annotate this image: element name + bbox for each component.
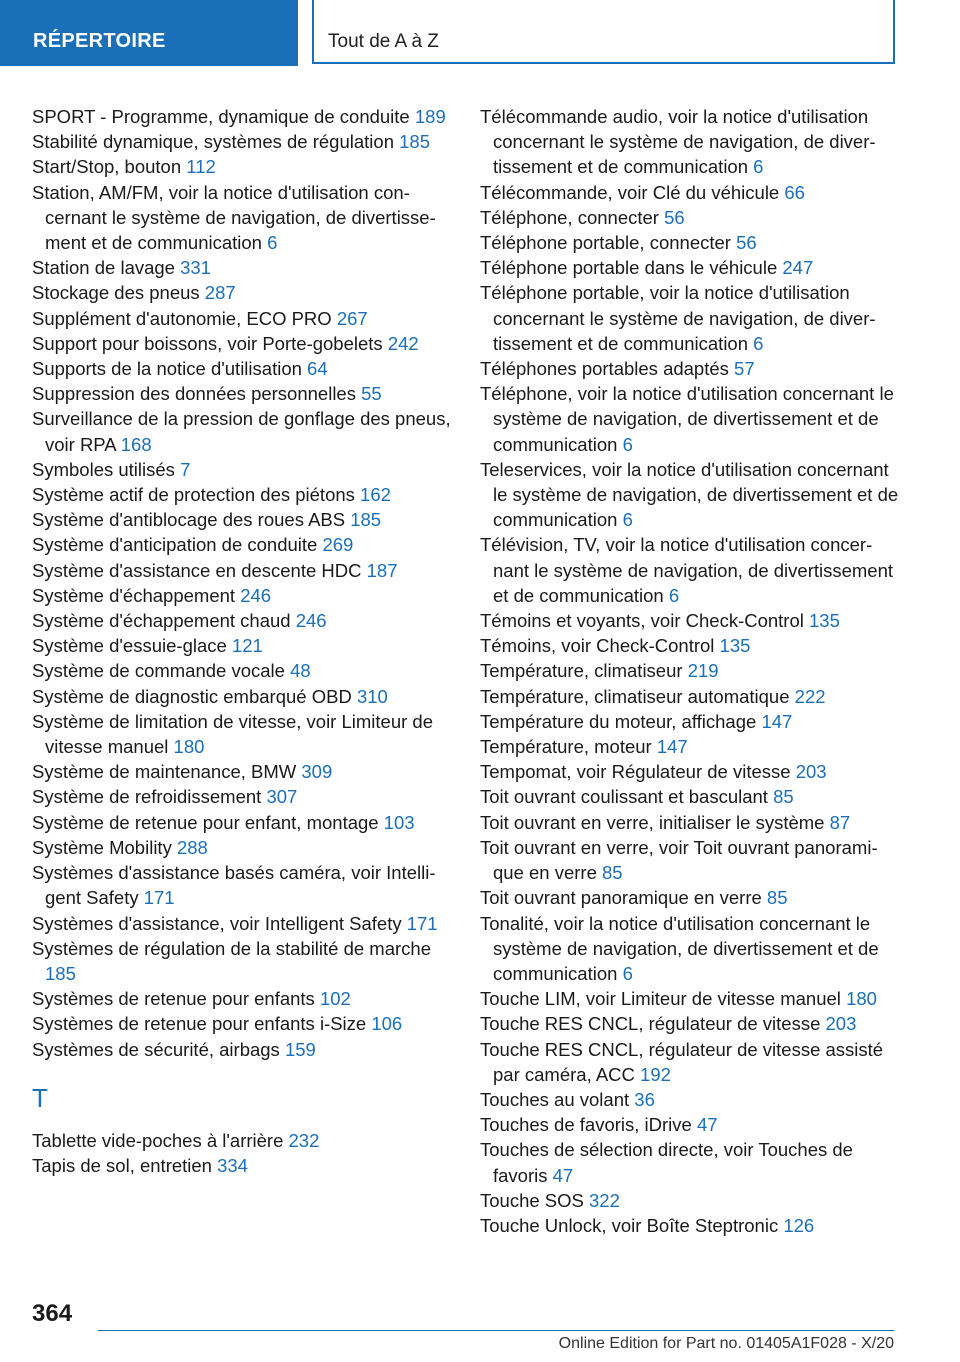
page-reference-link[interactable]: 322 [589,1189,620,1211]
index-entry [480,280,900,356]
index-entry [480,633,900,658]
index-term: Tempomat, voir Régulateur de vitesse [480,761,791,783]
index-entry [480,986,900,1011]
page-reference-link[interactable]: 187 [366,559,398,581]
index-term: Système actif de protection des piétons [32,484,355,506]
page-reference-link[interactable]: 192 [640,1063,671,1085]
index-term: Téléphone portable, voir la notice d'utilisation concernant le système de navigation, de divertissement et de communication [480,282,876,354]
page-reference-link[interactable]: 247 [782,257,814,279]
index-term: Systèmes de retenue pour enfants i-Size [32,1013,367,1035]
index-term: Toit ouvrant panoramique en verre [480,887,762,909]
index-entry [480,1011,900,1036]
index-entry [32,255,456,280]
page-reference-link[interactable]: 56 [736,232,757,254]
page-reference-link[interactable]: 147 [761,710,793,732]
index-entry [32,104,456,129]
page-reference-link[interactable]: 307 [266,786,298,808]
index-entry [32,1037,456,1062]
index-entry [32,658,456,683]
index-entry [32,280,456,305]
index-entry [480,104,900,180]
index-term: Symboles utilisés [32,458,175,480]
index-entry [32,1011,456,1036]
page-reference-link[interactable]: 6 [668,584,680,606]
page-reference-link[interactable]: 66 [784,181,805,203]
edition-note: Online Edition for Part no. 01405A1F028 - X/20 [558,1335,894,1352]
index-term: Téléphone, voir la notice d'utilisation concernant le système de navigation, de divertissement et de communication [480,383,894,455]
index-term: Système de retenue pour enfant, montage [32,811,379,833]
page-reference-link[interactable]: 126 [783,1214,815,1236]
page-reference-link[interactable]: 7 [180,458,191,480]
index-entry [480,835,900,885]
page-reference-link[interactable]: 6 [622,962,633,984]
index-term: Touches au volant [480,1088,630,1110]
section-title: RÉPERTOIRE [0,0,298,66]
page-reference-link[interactable]: 288 [176,836,208,858]
index-term: Système de maintenance, BMW [32,761,297,783]
page-number: 364 [32,1300,73,1327]
index-entry [480,759,900,784]
page-reference-link[interactable]: 36 [634,1088,655,1110]
index-entry [480,658,900,683]
index-entry [32,457,456,482]
page-reference-link[interactable]: 47 [552,1164,574,1186]
index-term: Télévision, TV, voir la notice d'utilisation concernant le système de navigation, de divertissement et de communication [480,534,894,606]
index-entry [480,1213,900,1238]
index-term: Téléphones portables adaptés [480,358,729,380]
index-entries-s [32,104,456,1062]
page-reference-link[interactable]: 6 [622,509,633,531]
page-reference-link[interactable]: 242 [387,332,419,354]
index-term: Supports de la notice d'utilisation [32,358,302,380]
page-reference-link[interactable]: 64 [307,358,328,380]
index-entry [480,1037,900,1087]
index-term: Système de limitation de vitesse, voir Limiteur de vitesse manuel [32,710,434,758]
index-term: SPORT - Programme, dynamique de conduite [32,106,410,127]
index-entry [32,911,456,936]
page-reference-link[interactable]: 48 [290,660,311,682]
index-entry [32,306,456,331]
index-entry [32,759,456,784]
index-entry [32,684,456,709]
letter-heading: T [32,1082,48,1113]
page-reference-link[interactable]: 85 [766,887,788,909]
index-term: Système de refroidissement [32,786,262,808]
index-entry [480,1112,900,1137]
page-reference-link[interactable]: 203 [825,1013,857,1035]
page-reference-link[interactable]: 185 [399,131,430,153]
index-entry [32,507,456,532]
page-reference-link[interactable]: 57 [734,358,755,380]
index-entry [32,986,456,1011]
index-entry [32,406,456,456]
page-reference-link[interactable]: 47 [696,1114,718,1136]
index-entry [480,381,900,457]
index-entry [480,1137,900,1187]
page-reference-link[interactable]: 246 [240,584,272,606]
index-term: Teleservices, voir la notice d'utilisation concernant le système de navigation, de divertissement et de communication [480,458,899,531]
index-term: Télécommande audio, voir la notice d'utilisation concernant le système de navigation, de divertissement et de communication [480,106,876,178]
page-reference-link[interactable]: 180 [173,736,205,758]
page-reference-link[interactable]: 87 [829,811,851,833]
index-term: Température du moteur, affichage [480,710,757,732]
index-entry [32,381,456,406]
page-reference-link[interactable]: 331 [180,257,211,279]
index-entry [32,1128,456,1153]
page-reference-link[interactable]: 135 [809,610,840,632]
index-term: Systèmes de régulation de la stabilité de marche [32,937,431,959]
index-term: Touches de sélection directe, voir Touches de favoris [480,1139,853,1186]
index-term: Touche LIM, voir Limiteur de vitesse manuel [480,988,841,1010]
index-term: Surveillance de la pression de gonflage des pneus, voir RPA [32,408,451,455]
index-entry [480,734,900,759]
index-term: Système d'assistance en descente HDC [32,559,362,581]
index-entry [32,608,456,633]
page-reference-link[interactable]: 56 [664,206,685,228]
index-term: Système d'essuie-glace [32,635,227,657]
page-reference-link[interactable]: 85 [602,862,623,884]
index-term: Télécommande, voir Clé du véhicule [480,181,780,203]
index-entry [480,911,900,987]
index-term: Toit ouvrant en verre, voir Toit ouvrant panoramique en verre [480,836,878,884]
index-term: Stockage des pneus [32,282,200,304]
index-entry [32,331,456,356]
page-reference-link[interactable]: 103 [383,811,415,833]
index-entries-t [32,1128,456,1178]
page-reference-link[interactable]: 6 [753,332,764,354]
index-entry [480,255,900,280]
page-reference-link[interactable]: 6 [622,433,633,455]
index-entry [32,1153,456,1178]
index-term: Systèmes d'assistance basés caméra, voir Intelligent Safety [32,862,436,909]
index-entry [480,356,900,381]
index-entry [32,154,456,179]
index-term: Système de diagnostic embarqué OBD [32,685,352,707]
page-reference-link[interactable]: 168 [120,433,152,455]
page-reference-link[interactable]: 159 [284,1038,316,1060]
index-term: Touche Unlock, voir Boîte Steptronic [480,1214,779,1236]
index-term: Tapis de sol, entretien [32,1154,212,1176]
index-entry [480,457,900,533]
index-entry [480,608,900,633]
index-term: Suppression des données personnelles [32,383,356,405]
index-term: Toit ouvrant coulissant et basculant [480,786,768,808]
page-reference-link[interactable]: 222 [794,685,826,707]
index-term: Témoins et voyants, voir Check-Control [480,610,804,632]
page-reference-link[interactable]: 171 [406,912,438,934]
index-term: Touche RES CNCL, régulateur de vitesse [480,1013,821,1035]
page-reference-link[interactable]: 6 [267,232,278,254]
index-entry [32,180,456,256]
index-term: Température, climatiseur automatique [480,685,790,707]
index-column-right [480,104,900,1238]
index-entry [480,532,900,608]
index-entry [32,810,456,835]
page-reference-link[interactable]: 85 [773,786,794,808]
index-entry [32,633,456,658]
index-term: Système d'échappement [32,584,236,606]
page-reference-link[interactable]: 180 [846,988,877,1010]
index-column-left [32,104,456,1178]
index-term: Tablette vide-poches à l'arrière [32,1129,284,1151]
index-term: Tonalité, voir la notice d'utilisation concernant le système de navigation, de divertissement et de communication [480,912,879,984]
index-term: Température, moteur [480,736,652,758]
index-entry [480,1188,900,1213]
index-entry [32,532,456,557]
index-entry [32,129,456,154]
page-reference-link[interactable]: 287 [204,282,236,304]
page-reference-link[interactable]: 102 [319,988,351,1010]
page-reference-link[interactable]: 171 [143,887,175,909]
page-reference-link[interactable]: 112 [186,156,216,178]
index-entry [480,684,900,709]
index-entries-t-continued [480,104,900,1238]
index-entry [32,583,456,608]
index-term: Température, climatiseur [480,660,683,682]
page-reference-link[interactable]: 203 [795,761,827,783]
index-entry [480,180,900,205]
index-term: Téléphone portable dans le véhicule [480,257,778,279]
page-reference-link[interactable]: 106 [371,1013,403,1035]
index-term: Supplément d'autonomie, ECO PRO [32,307,332,329]
page-reference-link[interactable]: 189 [414,106,446,127]
page-reference-link[interactable]: 232 [288,1129,320,1151]
index-term: Systèmes d'assistance, voir Intelligent Safety [32,912,402,934]
index-entry [480,885,900,910]
page-header [0,0,960,66]
chapter-title: Tout de A à Z [312,0,895,64]
footer-divider [98,1330,894,1331]
page-reference-link[interactable]: 135 [719,635,751,657]
index-term: Station, AM/FM, voir la notice d'utilisation concernant le système de navigation, de divertissement et de communication [32,181,436,254]
index-term: Témoins, voir Check-Control [480,635,715,657]
index-term: Toit ouvrant en verre, initialiser le système [480,811,825,833]
page-reference-link[interactable]: 309 [301,761,333,783]
page-reference-link[interactable]: 246 [295,610,327,632]
page-reference-link[interactable]: 219 [687,660,719,682]
index-entry [32,835,456,860]
index-entry [32,709,456,759]
page-reference-link[interactable]: 147 [656,736,688,758]
index-entry [32,558,456,583]
page-reference-link[interactable]: 162 [360,484,391,506]
index-term: Système d'anticipation de conduite [32,534,318,556]
page-reference-link[interactable]: 6 [753,156,764,178]
page-reference-link[interactable]: 185 [45,962,76,984]
index-term: Stabilité dynamique, systèmes de régulation [32,131,394,153]
index-entry [480,784,900,809]
index-term: Système d'échappement chaud [32,610,291,632]
index-term: Téléphone portable, connecter [480,232,731,254]
index-term: Système d'antiblocage des roues ABS [32,509,346,531]
index-entry [32,936,456,986]
index-entry [32,356,456,381]
index-term: Systèmes de retenue pour enfants [32,988,315,1010]
index-entry [480,230,900,255]
index-term: Touches de favoris, iDrive [480,1114,692,1136]
index-entry [480,709,900,734]
index-entry [480,810,900,835]
page-reference-link[interactable]: 310 [356,685,388,707]
page-reference-link[interactable]: 269 [322,534,354,556]
index-term: Start/Stop, bouton [32,156,182,178]
index-term: Système de commande vocale [32,660,285,682]
index-term: Touche SOS [480,1189,584,1211]
index-term: Système Mobility [32,836,172,858]
index-entry [32,784,456,809]
index-term: Systèmes de sécurité, airbags [32,1038,280,1060]
index-entry [32,482,456,507]
page-reference-link[interactable]: 267 [336,307,368,329]
index-entry [480,205,900,230]
page-reference-link[interactable]: 121 [231,635,263,657]
index-term: Téléphone, connecter [480,206,659,228]
page-reference-link[interactable]: 55 [361,383,382,405]
index-entry [480,1087,900,1112]
page-reference-link[interactable]: 185 [350,509,382,531]
index-entry [32,860,456,910]
index-term: Station de lavage [32,257,175,279]
page-reference-link[interactable]: 334 [217,1154,248,1176]
index-term: Touche RES CNCL, régulateur de vitesse assisté par caméra, ACC [480,1038,884,1085]
index-term: Support pour boissons, voir Porte-gobelets [32,332,383,354]
